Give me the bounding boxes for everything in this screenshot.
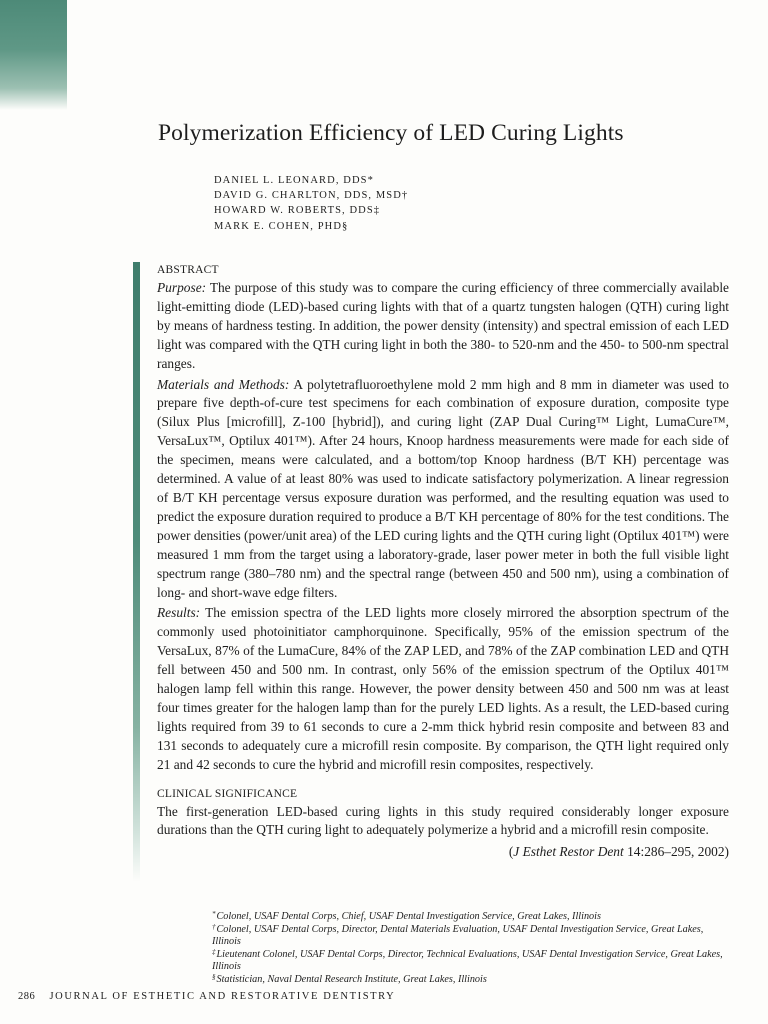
- clinical-heading: CLINICAL SIGNIFICANCE: [157, 787, 298, 800]
- author-2: DAVID G. CHARLTON, DDS, MSD†: [214, 190, 409, 202]
- methods-label: Materials and Methods:: [157, 376, 290, 392]
- methods-text: A polytetrafluoroethylene mold 2 mm high and 8 mm in diameter was used to prepare five depth-of-cure test specimens for each combination of exposure duration, composite type (Silux Plus [microfill], Z-100 [hybrid]), and curing light (ZAP Dual Curing™ Light, LumaCure™, VersaLux™, Optilux 401™). After 24 hours, Knoop hardness measurements were made for each side of the specimen, means were calculated, and a bottom/top Knoop hardness (B/T KH) percentage was determined. A value of at least 80% was used to indicate satisfactory polymerization. A linear regression of B/T KH percentage versus exposure duration was performed, and the resulting equation was used to predict the exposure duration required to produce a B/T KH percentage of 80% for the test conditions. The power densities (power/unit area) of the LED curing lights and the QTH curing light (Optilux 401™) were measured 1 mm from the target using a laboratory-grade, laser power meter in both the full visible light spectrum range (380–780 nm) and the spectral range (between 450 and 500 nm), using a combination of long- and short-wave edge filters.: [157, 376, 730, 600]
- page-footer: [18, 991, 395, 1002]
- page-number: 286: [18, 991, 36, 1002]
- abstract-section: [157, 263, 729, 862]
- footnote-mark: *: [212, 910, 216, 918]
- clinical-text: The first-generation LED-based curing lights in this study required considerably longer exposure durations than the QTH curing light to adequately polymerize a hybrid and a microfill resin composite.: [157, 803, 729, 838]
- purpose-paragraph: [157, 279, 729, 374]
- footnote-text: Colonel, USAF Dental Corps, Chief, USAF Dental Investigation Service, Great Lakes, Illinois: [216, 911, 601, 922]
- author-3: HOWARD W. ROBERTS, DDS‡: [214, 205, 381, 217]
- footnote: [212, 972, 732, 985]
- citation: [157, 842, 729, 862]
- footnote: [212, 909, 732, 922]
- article-title: Polymerization Efficiency of LED Curing Lights: [158, 120, 624, 146]
- journal-name: JOURNAL OF ESTHETIC AND RESTORATIVE DENTISTRY: [49, 991, 396, 1002]
- footnotes: [212, 909, 732, 985]
- results-text: The emission spectra of the LED lights more closely mirrored the absorption spectrum of the commonly used photoinitiator camphorquinone. Specifically, 95% of the emission spectrum of the VersaLux, 87% of the LumaCure, 84% of the ZAP LED, and 78% of the ZAP combination LED and QTH fell between 450 and 500 nm. In contrast, only 56% of the emission spectrum of the Optilux 401™ halogen lamp fell within this range. However, the power density between 450 and 500 nm was at least four times greater for the halogen lamp than for the purely LED lights. As a result, the LED-based curing lights required from 39 to 61 seconds to cure a 2-mm thick hybrid resin composite and between 83 and 131 seconds to adequately cure a microfill resin composite. By comparison, the QTH light required only 21 and 42 seconds to cure the hybrid and microfill resin composites, respectively.: [157, 605, 729, 772]
- abstract-heading: ABSTRACT: [157, 264, 219, 276]
- citation-open: (: [508, 844, 514, 860]
- purpose-label: Purpose:: [157, 280, 207, 295]
- footnote-text: Colonel, USAF Dental Corps, Director, Dental Materials Evaluation, USAF Dental Investigation Service, Great Lakes, Illinois: [212, 924, 704, 947]
- citation-journal: J Esthet Restor Dent: [513, 844, 624, 860]
- footnote-mark: §: [212, 973, 216, 982]
- purpose-text: The purpose of this study was to compare the curing efficiency of three commercially available light-emitting diode (LED)-based curing lights with that of a quartz tungsten halogen (QTH) curing light by means of hardness testing. In addition, the power density (intensity) and spectral emission of each LED light was compared with the QTH curing light in both the 380- to 520-nm and the 450- to 500-nm spectral ranges.: [157, 280, 729, 371]
- citation-ref: 14:286–295, 2002): [623, 844, 729, 860]
- footnote-mark: †: [212, 923, 216, 932]
- results-paragraph: [157, 604, 729, 774]
- footnote-text: Lieutenant Colonel, USAF Dental Corps, Director, Technical Evaluations, USAF Dental Investigation Service, Great Lakes, Illinois: [212, 949, 723, 972]
- footnote-text: Statistician, Naval Dental Research Institute, Great Lakes, Illinois: [216, 974, 487, 986]
- author-list: [214, 173, 408, 234]
- corner-color-block: [0, 0, 67, 110]
- results-label: Results:: [157, 605, 201, 621]
- methods-paragraph: [157, 376, 729, 603]
- footnote: [212, 947, 732, 972]
- footnote: [212, 922, 732, 947]
- author-4: MARK E. COHEN, PHD§: [214, 220, 349, 232]
- footnote-mark: ‡: [212, 948, 216, 957]
- author-1: DANIEL L. LEONARD, DDS*: [214, 175, 374, 186]
- abstract-accent-bar: [133, 262, 140, 882]
